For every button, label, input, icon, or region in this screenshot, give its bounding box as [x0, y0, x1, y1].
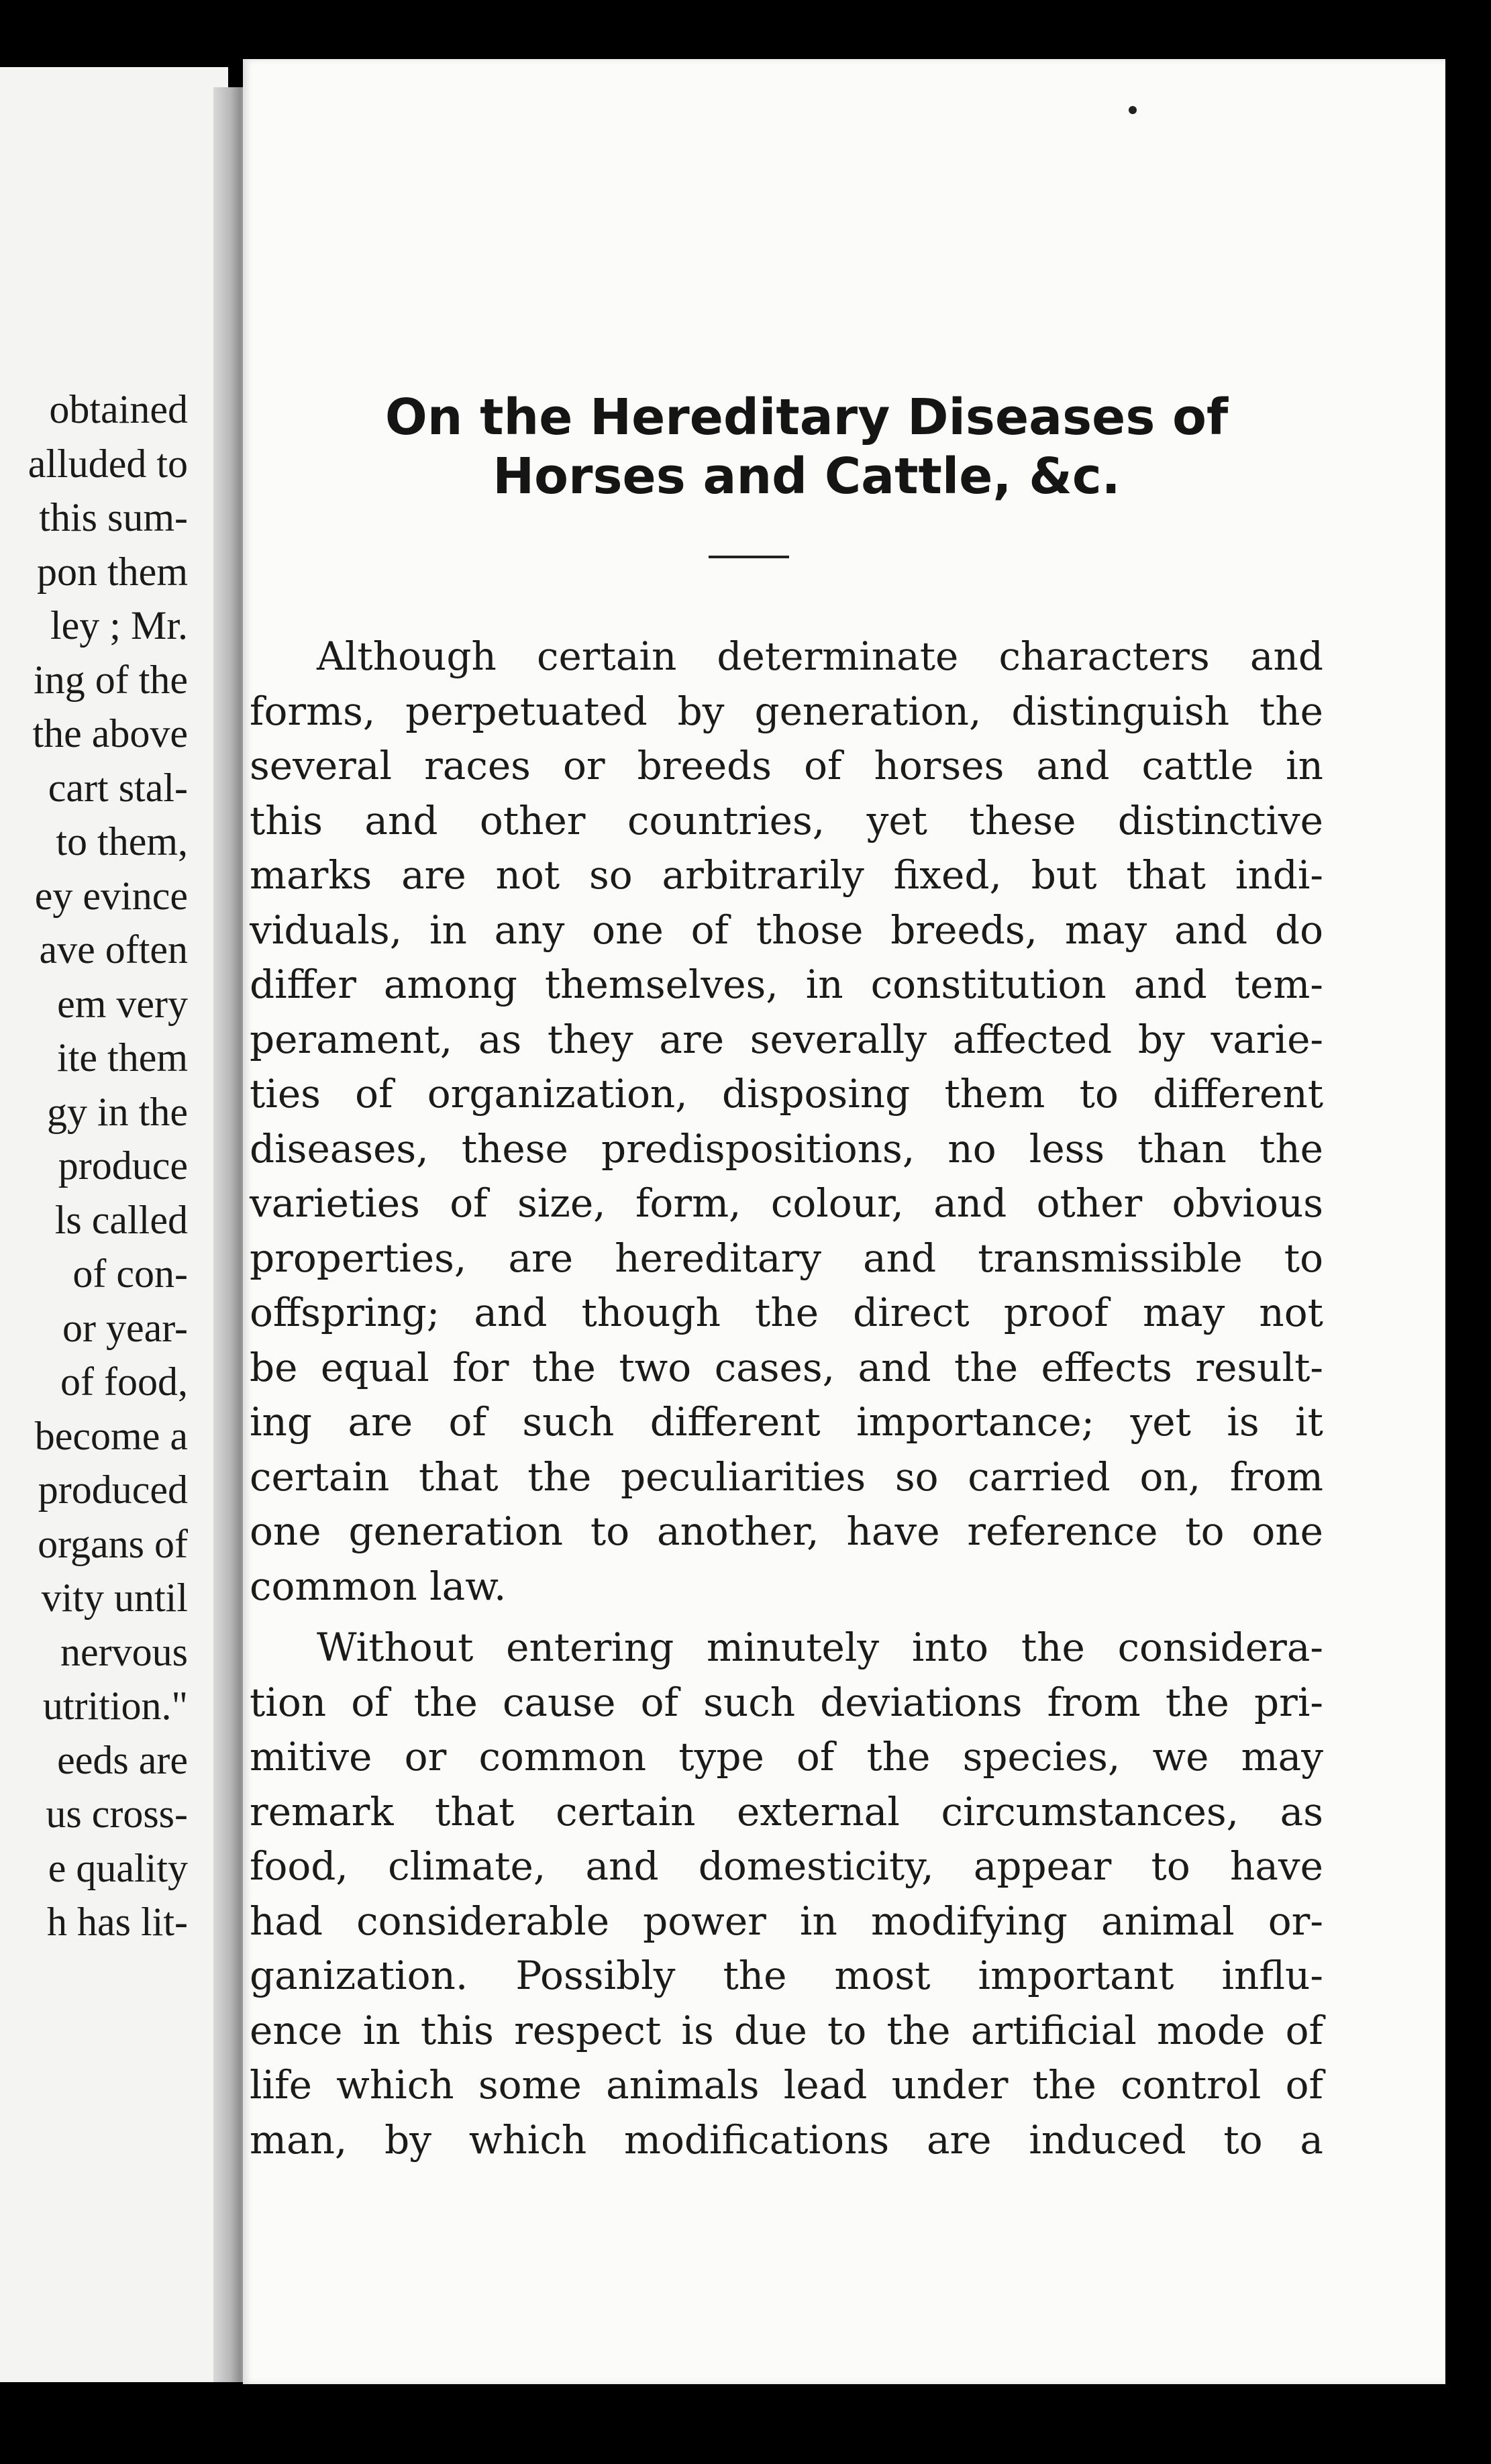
paragraph	[250, 629, 1323, 1614]
text-line: mitive or common type of the species, we may	[250, 1734, 1323, 1780]
paragraph	[250, 1621, 1323, 2167]
text-line: viduals, in any one of those breeds, may and do	[250, 907, 1323, 953]
left-page-line: us cross-	[46, 1792, 188, 1836]
left-page-line: ite them	[57, 1035, 188, 1080]
left-page-line: eeds are	[57, 1737, 188, 1782]
title-line: Horses and Cattle, &c.	[493, 448, 1121, 505]
text-line: common law.	[250, 1563, 507, 1609]
ink-dot	[1129, 106, 1137, 114]
left-page-line: nervous	[60, 1629, 188, 1674]
left-page-text	[0, 382, 188, 1949]
text-line: ganization. Possibly the most important influ-	[250, 1953, 1323, 1998]
text-line: varieties of size, form, colour, and other obvious	[250, 1180, 1323, 1226]
title-line: On the Hereditary Diseases of	[384, 389, 1229, 446]
text-line: man, by which modifications are induced to a	[250, 2116, 1323, 2163]
left-page-line: this sum-	[39, 495, 188, 540]
left-page-line: vity until	[41, 1576, 188, 1620]
left-page-line: alluded to	[28, 441, 188, 486]
left-page-line: become a	[34, 1413, 188, 1458]
left-page-line: ey evince	[34, 873, 188, 918]
text-line: offspring; and though the direct proof may not	[250, 1290, 1323, 1335]
text-line: ence in this respect is due to the artificial mode of	[250, 2007, 1323, 2053]
text-line: diseases, these predispositions, no less than the	[250, 1125, 1323, 1172]
text-line: differ among themselves, in constitution and tem-	[250, 962, 1323, 1007]
left-page-line: ls called	[54, 1197, 188, 1242]
text-line: ing are of such different importance; yet is it	[250, 1399, 1323, 1445]
left-page-line: of food,	[60, 1359, 188, 1404]
text-line: marks are not so arbitrarily fixed, but that indi-	[250, 852, 1323, 898]
text-line: tion of the cause of such deviations from the pri-	[250, 1679, 1323, 1725]
text-line: Although certain determinate characters and	[317, 633, 1323, 679]
text-line: remark that certain external circumstances, as	[250, 1788, 1323, 1835]
text-line: food, climate, and domesticity, appear to have	[250, 1843, 1323, 1889]
text-line: forms, perpetuated by generation, distinguish the	[250, 688, 1323, 734]
left-page-line: utrition."	[42, 1684, 188, 1728]
left-page-line: produce	[58, 1143, 188, 1188]
left-page-fragment	[0, 67, 228, 2382]
article-body	[243, 629, 1323, 2167]
left-page-line: pon them	[37, 549, 188, 594]
left-page-line: em very	[57, 981, 188, 1026]
text-line: ties of organization, disposing them to different	[250, 1071, 1323, 1117]
left-page-line: gy in the	[47, 1089, 188, 1134]
left-page-line: ley ; Mr.	[50, 603, 188, 648]
left-page-line: organs of	[38, 1521, 188, 1566]
text-line: Without entering minutely into the considera-	[317, 1625, 1323, 1670]
text-line: had considerable power in modifying animal or-	[250, 1898, 1323, 1944]
title-divider	[709, 556, 789, 558]
left-page-line: of con-	[72, 1251, 188, 1296]
text-line: life which some animals lead under the control of	[250, 2062, 1323, 2108]
left-page-line: cart stal-	[48, 765, 188, 810]
text-line: several races or breeds of horses and cattle in	[250, 743, 1323, 788]
text-line: one generation to another, have reference to one	[250, 1508, 1323, 1554]
left-page-line: h has lit-	[47, 1900, 188, 1944]
main-page	[243, 59, 1445, 2384]
text-line: perament, as they are severally affected by varie-	[250, 1016, 1323, 1062]
left-page-line: e quality	[48, 1845, 188, 1890]
left-page-line: or year-	[62, 1305, 188, 1350]
left-page-line: the above	[32, 711, 188, 756]
text-line: this and other countries, yet these distinctive	[250, 797, 1323, 843]
left-page-line: ing of the	[34, 657, 188, 702]
left-page-line: to them,	[56, 819, 188, 864]
left-page-line: produced	[38, 1468, 188, 1512]
text-line: properties, are hereditary and transmissible to	[250, 1235, 1323, 1281]
left-page-line: obtained	[49, 387, 188, 431]
text-line: certain that the peculiarities so carried on, from	[250, 1453, 1323, 1500]
article-title	[243, 388, 1370, 506]
text-line: be equal for the two cases, and the effects result-	[250, 1344, 1323, 1390]
left-page-line: ave often	[39, 927, 188, 972]
